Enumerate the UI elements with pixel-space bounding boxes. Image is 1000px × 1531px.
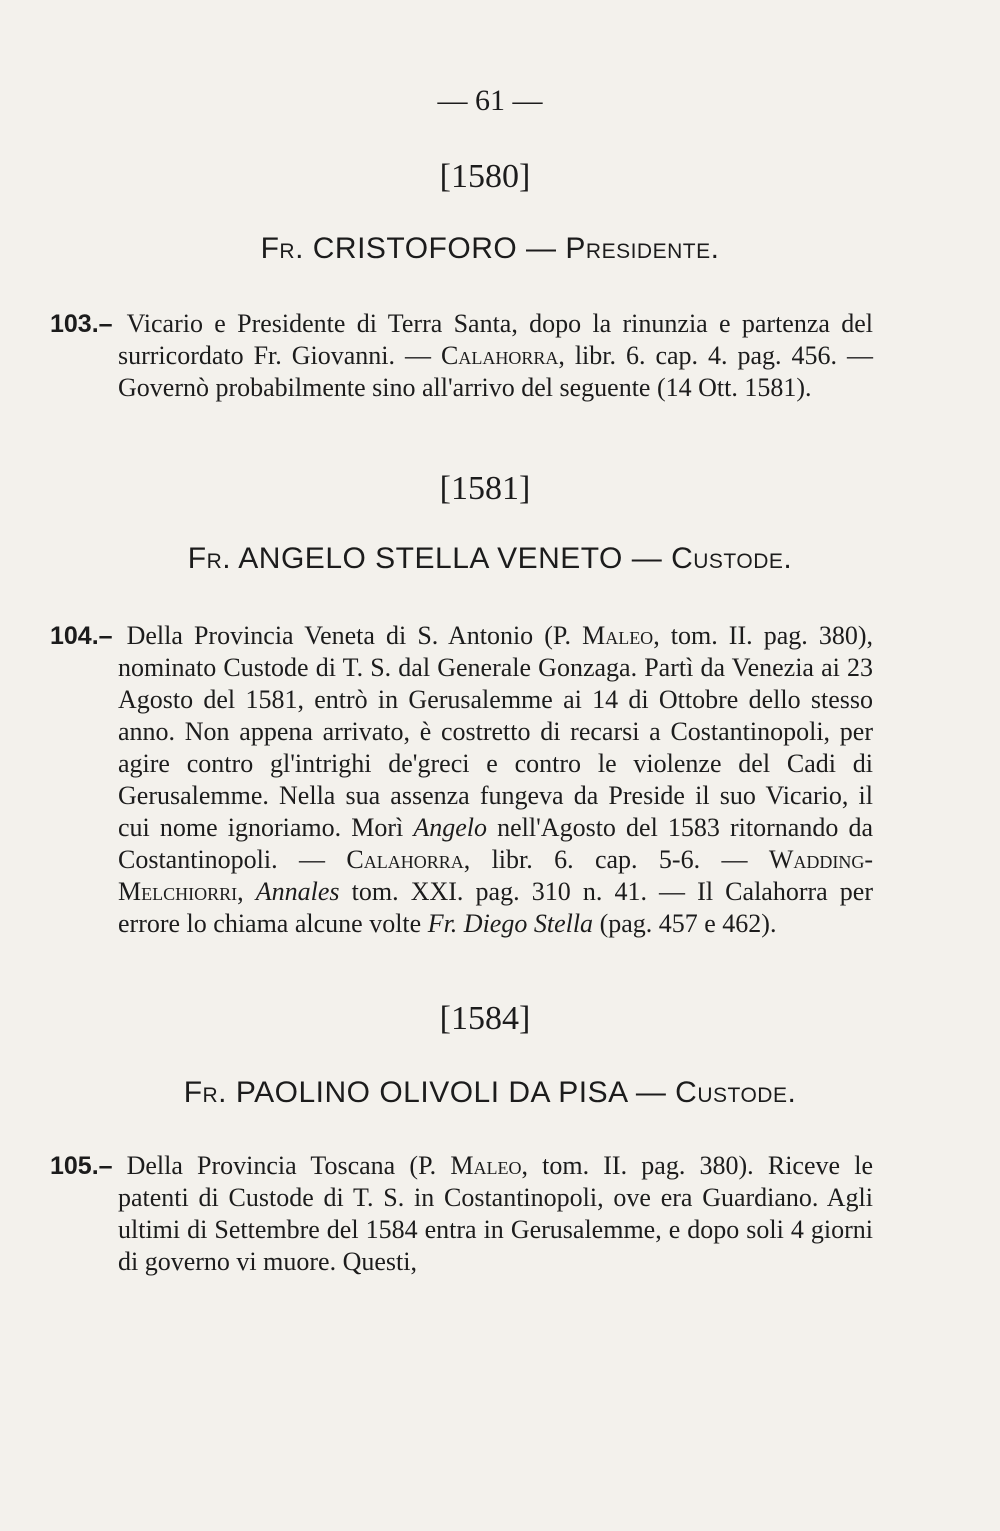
entry-text: Della Provincia Toscana (P. xyxy=(126,1151,451,1180)
heading-dash: — xyxy=(631,542,663,575)
entry-text: (pag. 457 e 462). xyxy=(593,909,777,938)
entry-number: 103.– xyxy=(50,310,113,338)
source-citation: Calahorra xyxy=(346,845,464,874)
heading-name: CRISTOFORO xyxy=(312,232,518,265)
entry-text: nell'Agosto del 1583 ritornando da Costantinopoli. — xyxy=(118,813,873,874)
section-heading xyxy=(0,232,980,266)
year-heading: [1580] xyxy=(439,158,531,195)
heading-role: Presidente. xyxy=(565,232,720,265)
italic-name: Angelo xyxy=(413,813,488,842)
entry-text: Della Provincia Veneta di S. Antonio (P. xyxy=(126,621,583,650)
entry-text: , libr. 6. cap. 4. pag. 456. — Governò probabilmente sino all'arrivo del seguente (14 Ott. 1581). xyxy=(118,341,873,402)
entry-number: 105.– xyxy=(50,1152,113,1180)
heading-name: ANGELO STELLA VENETO xyxy=(238,542,623,575)
section-heading xyxy=(0,1076,980,1110)
source-citation: Calahorra xyxy=(441,341,559,370)
entry-text: , libr. 6. cap. 5-6. — xyxy=(463,845,769,874)
heading-title: Fr. xyxy=(183,1076,228,1109)
entry-text: , tom. II. pag. 380). Riceve le patenti di Custode di T. S. in Costantinopoli, ove era Guardiano. Agli ultimi di Settembre del 1584 entra in Gerusalemme, e dopo soli 4 giorni di governo vi muore. Questi, xyxy=(118,1151,873,1276)
heading-dash: — xyxy=(635,1076,667,1109)
year-heading: [1584] xyxy=(439,1000,531,1037)
heading-name: PAOLINO OLIVOLI DA PISA xyxy=(235,1076,627,1109)
italic-title: Annales xyxy=(255,877,340,906)
entry-text: , tom. II. pag. 380), nominato Custode di T. S. dal Generale Gonzaga. Partì da Venezia ai 23 Agosto del 1581, entrò in Gerusalemme ai 14 di Ottobre dello stesso anno. Non appena arrivato, è costretto di recarsi a Costantinopoli, per agire contro gl'intrighi de'greci e contro le violenze del Cadi di Gerusalemme. Nella sua assenza fungeva da Preside il suo Vicario, il cui nome ignoriamo. Morì xyxy=(118,621,873,842)
page-number: — 61 — xyxy=(437,84,543,117)
entry-text: Vicario e Presidente di Terra Santa, dopo la rinunzia e partenza del surricordato Fr. Giovanni. — xyxy=(118,309,873,370)
heading-title: Fr. xyxy=(187,542,232,575)
entry-text: tom. XXI. pag. 310 n. 41. — Il Calahorra per errore lo chiama alcune volte xyxy=(118,877,874,938)
source-citation: Maleo xyxy=(450,1151,522,1180)
source-citation: Wadding-Melchiorri xyxy=(118,845,873,906)
entry-number: 104.– xyxy=(50,622,113,650)
section-heading xyxy=(0,542,980,576)
entry-paragraph xyxy=(50,1150,873,1278)
entry-paragraph xyxy=(50,620,874,940)
source-citation: Maleo xyxy=(582,621,654,650)
year-heading: [1581] xyxy=(439,470,531,507)
heading-role: Custode. xyxy=(671,542,793,575)
italic-name: Fr. Diego Stella xyxy=(427,909,594,938)
entry-text: , xyxy=(237,877,256,906)
heading-title: Fr. xyxy=(260,232,304,265)
heading-dash: — xyxy=(526,232,557,265)
entry-paragraph xyxy=(50,308,873,404)
heading-role: Custode. xyxy=(675,1076,797,1109)
